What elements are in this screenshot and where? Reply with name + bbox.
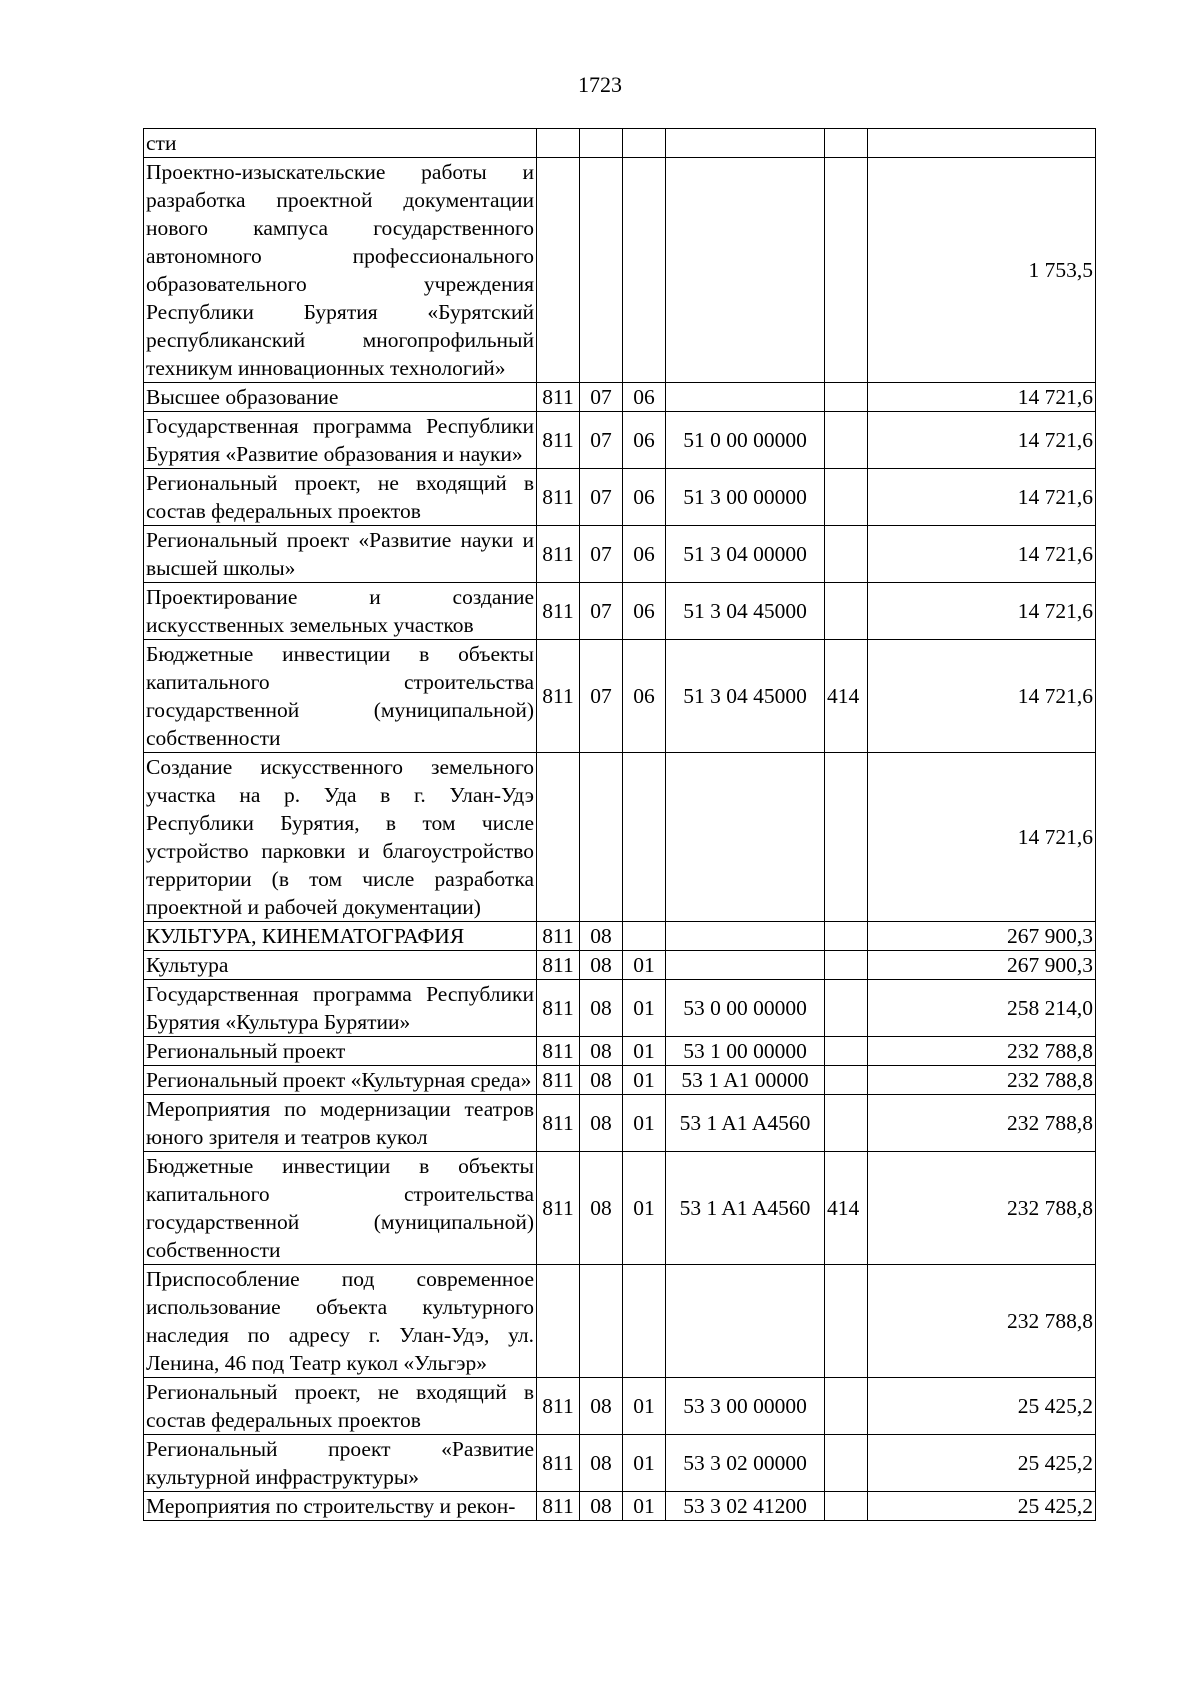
- table-row: [144, 1492, 1096, 1521]
- row-amount-cell: 267 900,3: [868, 922, 1096, 951]
- row-ministry-cell: 811: [537, 980, 580, 1037]
- row-ministry-cell: [537, 158, 580, 383]
- row-amount-cell: 14 721,6: [868, 412, 1096, 469]
- row-expense-type-cell: 414: [825, 640, 868, 753]
- table-row: [144, 383, 1096, 412]
- row-expense-type-cell: [825, 526, 868, 583]
- row-target-cell: 51 3 04 45000: [666, 640, 825, 753]
- row-ministry-cell: 811: [537, 1037, 580, 1066]
- row-amount-cell: 25 425,2: [868, 1492, 1096, 1521]
- row-section-cell: 08: [580, 980, 623, 1037]
- row-target-cell: [666, 922, 825, 951]
- table-row: [144, 1265, 1096, 1378]
- row-name-cell: Проектно-изыскательские работы и разработка проектной документации нового кампуса государственного автономного профессионального образовательного учреждения Республики Бурятия «Бурятский республиканский многопрофильный техникум инновационных технологий»: [144, 158, 537, 383]
- row-name-cell: Региональный проект, не входящий в состав федеральных проектов: [144, 1378, 537, 1435]
- row-target-cell: [666, 383, 825, 412]
- row-section-cell: 07: [580, 412, 623, 469]
- row-name-cell: Государственная программа Республики Бурятия «Культура Бурятии»: [144, 980, 537, 1037]
- row-name-cell: Региональный проект, не входящий в состав федеральных проектов: [144, 469, 537, 526]
- row-subsection-cell: 01: [623, 1492, 666, 1521]
- row-ministry-cell: 811: [537, 922, 580, 951]
- row-ministry-cell: [537, 753, 580, 922]
- table-row: [144, 526, 1096, 583]
- row-subsection-cell: 01: [623, 1435, 666, 1492]
- row-expense-type-cell: [825, 753, 868, 922]
- row-target-cell: 53 1 A1 00000: [666, 1066, 825, 1095]
- row-amount-cell: 14 721,6: [868, 583, 1096, 640]
- row-name-cell: Культура: [144, 951, 537, 980]
- row-target-cell: 53 1 A1 A4560: [666, 1152, 825, 1265]
- row-expense-type-cell: [825, 383, 868, 412]
- row-name-cell: Высшее образование: [144, 383, 537, 412]
- row-subsection-cell: 06: [623, 412, 666, 469]
- row-ministry-cell: 811: [537, 469, 580, 526]
- row-ministry-cell: [537, 129, 580, 158]
- budget-table: [143, 128, 1096, 1521]
- table-row: [144, 158, 1096, 383]
- row-subsection-cell: 01: [623, 1378, 666, 1435]
- row-target-cell: 51 3 04 00000: [666, 526, 825, 583]
- table-row: [144, 951, 1096, 980]
- row-target-cell: 53 1 00 00000: [666, 1037, 825, 1066]
- row-expense-type-cell: [825, 412, 868, 469]
- row-subsection-cell: [623, 158, 666, 383]
- table-row: [144, 1066, 1096, 1095]
- row-expense-type-cell: [825, 1066, 868, 1095]
- table-row: [144, 753, 1096, 922]
- row-target-cell: 51 3 04 45000: [666, 583, 825, 640]
- row-expense-type-cell: [825, 583, 868, 640]
- row-ministry-cell: [537, 1265, 580, 1378]
- table-row: [144, 640, 1096, 753]
- row-ministry-cell: 811: [537, 583, 580, 640]
- row-section-cell: [580, 753, 623, 922]
- row-section-cell: 08: [580, 1095, 623, 1152]
- row-expense-type-cell: [825, 469, 868, 526]
- table-row: [144, 583, 1096, 640]
- row-section-cell: [580, 129, 623, 158]
- row-section-cell: 08: [580, 1066, 623, 1095]
- row-subsection-cell: [623, 1265, 666, 1378]
- row-amount-cell: 267 900,3: [868, 951, 1096, 980]
- row-subsection-cell: 06: [623, 383, 666, 412]
- row-ministry-cell: 811: [537, 951, 580, 980]
- row-ministry-cell: 811: [537, 1435, 580, 1492]
- row-ministry-cell: 811: [537, 1492, 580, 1521]
- row-section-cell: 07: [580, 469, 623, 526]
- row-name-cell: КУЛЬТУРА, КИНЕМАТОГРАФИЯ: [144, 922, 537, 951]
- row-name-cell: Создание искусственного земельного участка на р. Уда в г. Улан-Удэ Республики Бурятия, в том числе устройство парковки и благоустройство территории (в том числе разработка проектной и рабочей документации): [144, 753, 537, 922]
- row-amount-cell: 25 425,2: [868, 1378, 1096, 1435]
- row-amount-cell: 232 788,8: [868, 1152, 1096, 1265]
- table-row: [144, 922, 1096, 951]
- table-row: [144, 1378, 1096, 1435]
- row-amount-cell: 14 721,6: [868, 753, 1096, 922]
- row-subsection-cell: 06: [623, 526, 666, 583]
- row-target-cell: 53 3 02 41200: [666, 1492, 825, 1521]
- row-section-cell: [580, 158, 623, 383]
- row-expense-type-cell: [825, 1435, 868, 1492]
- row-subsection-cell: [623, 129, 666, 158]
- row-target-cell: [666, 129, 825, 158]
- row-subsection-cell: 01: [623, 951, 666, 980]
- row-ministry-cell: 811: [537, 412, 580, 469]
- table-row: [144, 1037, 1096, 1066]
- row-name-cell: Региональный проект «Культурная среда»: [144, 1066, 537, 1095]
- row-section-cell: 08: [580, 1152, 623, 1265]
- row-subsection-cell: [623, 753, 666, 922]
- row-name-cell: Государственная программа Республики Бурятия «Развитие образования и науки»: [144, 412, 537, 469]
- row-subsection-cell: 01: [623, 1095, 666, 1152]
- table-row: [144, 412, 1096, 469]
- row-ministry-cell: 811: [537, 1378, 580, 1435]
- row-amount-cell: 14 721,6: [868, 640, 1096, 753]
- row-amount-cell: 232 788,8: [868, 1066, 1096, 1095]
- row-section-cell: 08: [580, 1037, 623, 1066]
- row-section-cell: 07: [580, 526, 623, 583]
- row-target-cell: 51 3 00 00000: [666, 469, 825, 526]
- row-name-cell: Бюджетные инвестиции в объекты капитального строительства государственной (муниципальной) собственности: [144, 640, 537, 753]
- row-expense-type-cell: [825, 158, 868, 383]
- row-target-cell: 53 3 00 00000: [666, 1378, 825, 1435]
- table-row: [144, 980, 1096, 1037]
- row-ministry-cell: 811: [537, 1066, 580, 1095]
- row-expense-type-cell: [825, 951, 868, 980]
- row-target-cell: [666, 951, 825, 980]
- row-target-cell: [666, 753, 825, 922]
- row-target-cell: [666, 158, 825, 383]
- row-subsection-cell: 06: [623, 583, 666, 640]
- table-row: [144, 1435, 1096, 1492]
- row-subsection-cell: 06: [623, 469, 666, 526]
- row-section-cell: 07: [580, 640, 623, 753]
- row-amount-cell: 232 788,8: [868, 1095, 1096, 1152]
- row-amount-cell: 232 788,8: [868, 1037, 1096, 1066]
- row-amount-cell: 14 721,6: [868, 469, 1096, 526]
- row-ministry-cell: 811: [537, 383, 580, 412]
- table-body: [144, 129, 1096, 1521]
- row-subsection-cell: 01: [623, 1037, 666, 1066]
- row-expense-type-cell: [825, 1492, 868, 1521]
- row-ministry-cell: 811: [537, 640, 580, 753]
- row-subsection-cell: 01: [623, 980, 666, 1037]
- row-amount-cell: 1 753,5: [868, 158, 1096, 383]
- row-expense-type-cell: 414: [825, 1152, 868, 1265]
- row-target-cell: 53 3 02 00000: [666, 1435, 825, 1492]
- row-subsection-cell: 06: [623, 640, 666, 753]
- row-section-cell: 08: [580, 1435, 623, 1492]
- row-expense-type-cell: [825, 1095, 868, 1152]
- row-target-cell: 53 1 A1 A4560: [666, 1095, 825, 1152]
- row-section-cell: 08: [580, 922, 623, 951]
- row-amount-cell: 14 721,6: [868, 383, 1096, 412]
- row-amount-cell: 25 425,2: [868, 1435, 1096, 1492]
- row-name-cell: Мероприятия по строительству и рекон-: [144, 1492, 537, 1521]
- row-section-cell: 07: [580, 383, 623, 412]
- row-name-cell: Бюджетные инвестиции в объекты капитального строительства государственной (муниципальной) собственности: [144, 1152, 537, 1265]
- row-ministry-cell: 811: [537, 1095, 580, 1152]
- row-section-cell: 08: [580, 951, 623, 980]
- row-section-cell: 08: [580, 1492, 623, 1521]
- row-expense-type-cell: [825, 922, 868, 951]
- row-target-cell: [666, 1265, 825, 1378]
- row-amount-cell: [868, 129, 1096, 158]
- row-expense-type-cell: [825, 1265, 868, 1378]
- row-expense-type-cell: [825, 980, 868, 1037]
- row-name-cell: Проектирование и создание искусственных земельных участков: [144, 583, 537, 640]
- row-subsection-cell: 01: [623, 1066, 666, 1095]
- table-row: [144, 1095, 1096, 1152]
- row-name-cell: Региональный проект: [144, 1037, 537, 1066]
- row-section-cell: 07: [580, 583, 623, 640]
- row-name-cell: Приспособление под современное использование объекта культурного наследия по адресу г. Улан-Удэ, ул. Ленина, 46 под Театр кукол «Ульгэр»: [144, 1265, 537, 1378]
- row-target-cell: 53 0 00 00000: [666, 980, 825, 1037]
- row-name-cell: Региональный проект «Развитие культурной инфраструктуры»: [144, 1435, 537, 1492]
- table-row: [144, 1152, 1096, 1265]
- table-row: [144, 129, 1096, 158]
- row-name-cell: Региональный проект «Развитие науки и высшей школы»: [144, 526, 537, 583]
- row-section-cell: 08: [580, 1378, 623, 1435]
- row-subsection-cell: 01: [623, 1152, 666, 1265]
- row-amount-cell: 232 788,8: [868, 1265, 1096, 1378]
- row-name-cell: Мероприятия по модернизации театров юного зрителя и театров кукол: [144, 1095, 537, 1152]
- row-target-cell: 51 0 00 00000: [666, 412, 825, 469]
- row-name-cell: сти: [144, 129, 537, 158]
- row-ministry-cell: 811: [537, 1152, 580, 1265]
- row-expense-type-cell: [825, 1037, 868, 1066]
- row-section-cell: [580, 1265, 623, 1378]
- row-expense-type-cell: [825, 129, 868, 158]
- row-amount-cell: 258 214,0: [868, 980, 1096, 1037]
- row-expense-type-cell: [825, 1378, 868, 1435]
- row-ministry-cell: 811: [537, 526, 580, 583]
- row-amount-cell: 14 721,6: [868, 526, 1096, 583]
- table-row: [144, 469, 1096, 526]
- page-number: 1723: [578, 72, 622, 97]
- row-subsection-cell: [623, 922, 666, 951]
